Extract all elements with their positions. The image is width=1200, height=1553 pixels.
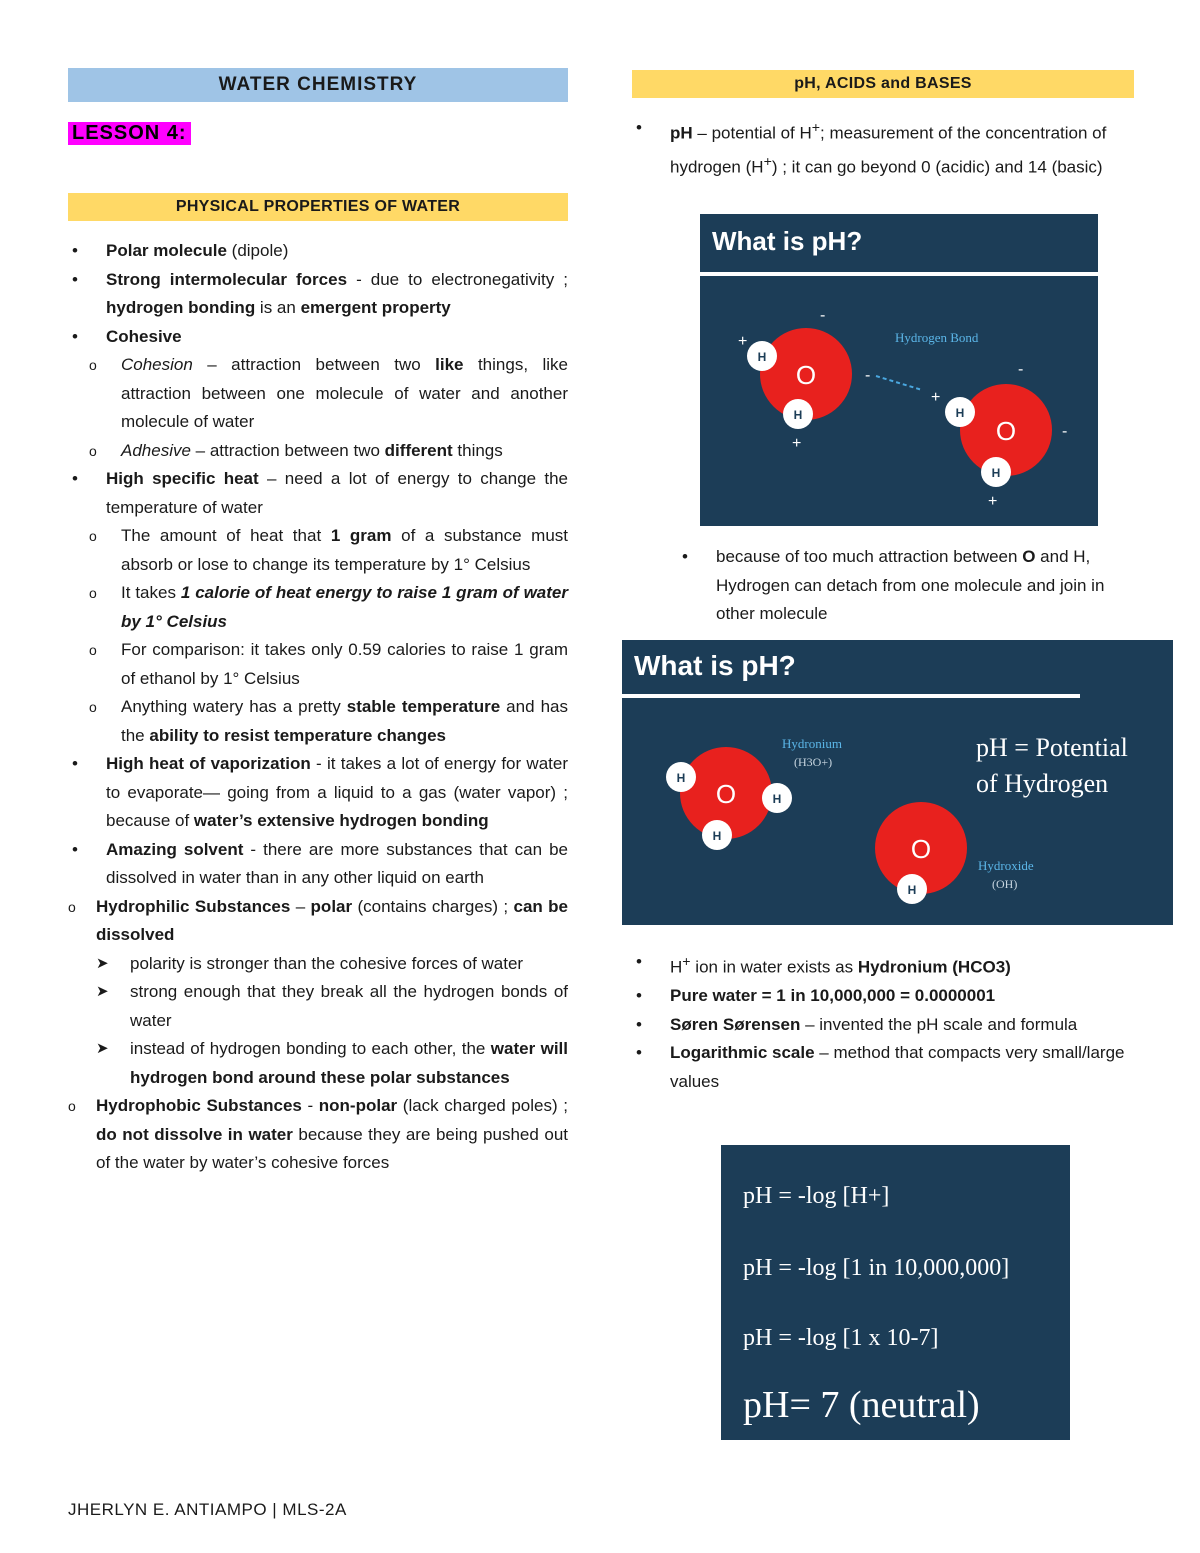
atom-label: H	[793, 408, 803, 422]
potential-label: pH = Potential	[976, 733, 1128, 762]
list-item: • Strong intermolecular forces - due to electronegativity ; hydrogen bonding is an emergent property	[68, 266, 568, 323]
ph-formula-image	[721, 1145, 1070, 1440]
list-item: • H+ ion in water exists as Hydronium (HCO3)	[632, 948, 1132, 982]
list-item: o Anything watery has a pretty stable temperature and has the ability to resist temperature changes	[68, 693, 568, 750]
charge-label: -	[1018, 361, 1024, 378]
charge-label: +	[738, 333, 748, 350]
hydrogen-bond-label: Hydrogen Bond	[895, 330, 979, 345]
hydroxide-label: Hydroxide	[978, 858, 1034, 873]
list-item: o For comparison: it takes only 0.59 calories to raise 1 gram of ethanol by 1° Celsius	[68, 636, 568, 693]
charge-label: +	[988, 493, 998, 510]
atom-label: H	[712, 829, 722, 843]
physical-properties-banner: PHYSICAL PROPERTIES OF WATER	[68, 193, 568, 221]
atom-label: O	[715, 779, 737, 809]
left-column	[68, 68, 568, 1178]
hydrogen-bond-diagram	[700, 214, 1098, 526]
image-title: What is pH?	[634, 650, 796, 681]
hydronium-diagram	[622, 640, 1173, 925]
atom-label: O	[910, 834, 932, 864]
hydronium-hydroxide-image	[622, 640, 1173, 925]
ph-formula-text	[721, 1145, 1070, 1440]
list-item: o Hydrophobic Substances - non-polar (lack charged poles) ; do not dissolve in water because they are being pushed out of the water by water’s cohesive forces	[68, 1092, 568, 1178]
properties-list	[68, 237, 568, 1178]
list-item: • Cohesive o Cohesion – attraction between two like things, like attraction between one molecule of water and another molecule of water o Adhesive – attraction between two different things	[68, 323, 568, 466]
list-item: • High heat of vaporization - it takes a lot of energy for water to evaporate— going from a liquid to a gas (water vapor) ; because of water’s extensive hydrogen bonding	[68, 750, 568, 836]
list-item: • Pure water = 1 in 10,000,000 = 0.0000001	[632, 982, 1132, 1011]
atom-label: H	[907, 883, 917, 897]
list-item: • Polar molecule (dipole)	[68, 237, 568, 266]
formula-line: pH = -log [1 x 10-7]	[743, 1325, 939, 1351]
charge-label: +	[792, 435, 802, 452]
list-item: • because of too much attraction between O and H, Hydrogen can detach from one molecule and join in other molecule	[678, 543, 1138, 629]
list-item: o It takes 1 calorie of heat energy to raise 1 gram of water by 1° Celsius	[68, 579, 568, 636]
bond-line	[876, 376, 922, 390]
atom-label: H	[991, 466, 1001, 480]
footer-author: JHERLYN E. ANTIAMPO | MLS-2A	[68, 1500, 347, 1519]
charge-label: -	[865, 367, 871, 384]
oh-label: (OH)	[992, 877, 1018, 891]
image-title: What is pH?	[712, 226, 863, 256]
list-item: o The amount of heat that 1 gram of a substance must absorb or lose to change its temperature by 1° Celsius	[68, 522, 568, 579]
list-item: o Cohesion – attraction between two like things, like attraction between one molecule of water and another molecule of water	[68, 351, 568, 437]
hydronium-label: Hydronium	[782, 736, 842, 751]
list-item: o Adhesive – attraction between two different things	[68, 437, 568, 466]
list-item: • Amazing solvent - there are more substances that can be dissolved in water than in any other liquid on earth o Hydrophilic Substances – polar (contains charges) ; can be dissolved ➤ polarity is stronger than the cohesive forces of water ➤ strong enough that they break all the hydrogen bonds of water ➤ instead of hydrogen bonding to each other, the water will hydrogen bond around these polar substances o Hydrophobic Substances - non-polar (lack charged poles) ; do not dissolve in water because they are being pushed out of the water by water’s cohesive forces	[68, 836, 568, 1178]
atom-label: O	[795, 360, 817, 390]
list-item: • pH – potential of H+; measurement of the concentration of hydrogen (H+) ; it can go beyond 0 (acidic) and 14 (basic)	[632, 114, 1134, 182]
ph-acids-bases-banner: pH, ACIDS and BASES	[632, 70, 1134, 98]
atom-label: H	[757, 350, 767, 364]
list-item: • Logarithmic scale – method that compacts very small/large values	[632, 1039, 1132, 1096]
atom-label: H	[955, 406, 965, 420]
h3o-label: (H3O+)	[794, 755, 833, 769]
detach-note	[678, 543, 1138, 629]
formula-line: pH = -log [H+]	[743, 1183, 890, 1209]
list-item: ➤ instead of hydrogen bonding to each other, the water will hydrogen bond around these polar substances	[96, 1035, 568, 1092]
charge-label: +	[931, 389, 941, 406]
list-item: o Hydrophilic Substances – polar (contains charges) ; can be dissolved ➤ polarity is stronger than the cohesive forces of water ➤ strong enough that they break all the hydrogen bonds of water ➤ instead of hydrogen bonding to each other, the water will hydrogen bond around these polar substances	[68, 893, 568, 1093]
water-chemistry-banner: WATER CHEMISTRY	[68, 68, 568, 102]
formula-line: pH= 7 (neutral)	[743, 1384, 980, 1426]
list-item: • High specific heat – need a lot of energy to change the temperature of water o The amount of heat that 1 gram of a substance must absorb or lose to change its temperature by 1° Celsius o It takes 1 calorie of heat energy to raise 1 gram of water by 1° Celsius o For comparison: it takes only 0.59 calories to raise 1 gram of ethanol by 1° Celsius o Anything watery has a pretty stable temperature and has the ability to resist temperature changes	[68, 465, 568, 750]
list-item: • Søren Sørensen – invented the pH scale and formula	[632, 1011, 1132, 1040]
ph-intro-list	[632, 114, 1134, 182]
atom-label: H	[676, 771, 686, 785]
charge-label: -	[820, 307, 826, 324]
right-column	[632, 70, 1134, 182]
potential-label: of Hydrogen	[976, 769, 1109, 798]
list-item: ➤ polarity is stronger than the cohesive forces of water	[96, 950, 568, 979]
atom-label: H	[772, 792, 782, 806]
list-item: ➤ strong enough that they break all the hydrogen bonds of water	[96, 978, 568, 1035]
atom-label: O	[995, 416, 1017, 446]
lesson-label: LESSON 4:	[68, 122, 191, 145]
hydrogen-bond-image	[700, 214, 1098, 526]
charge-label: -	[1062, 423, 1068, 440]
formula-line: pH = -log [1 in 10,000,000]	[743, 1255, 1010, 1281]
ph-facts	[632, 948, 1132, 1096]
